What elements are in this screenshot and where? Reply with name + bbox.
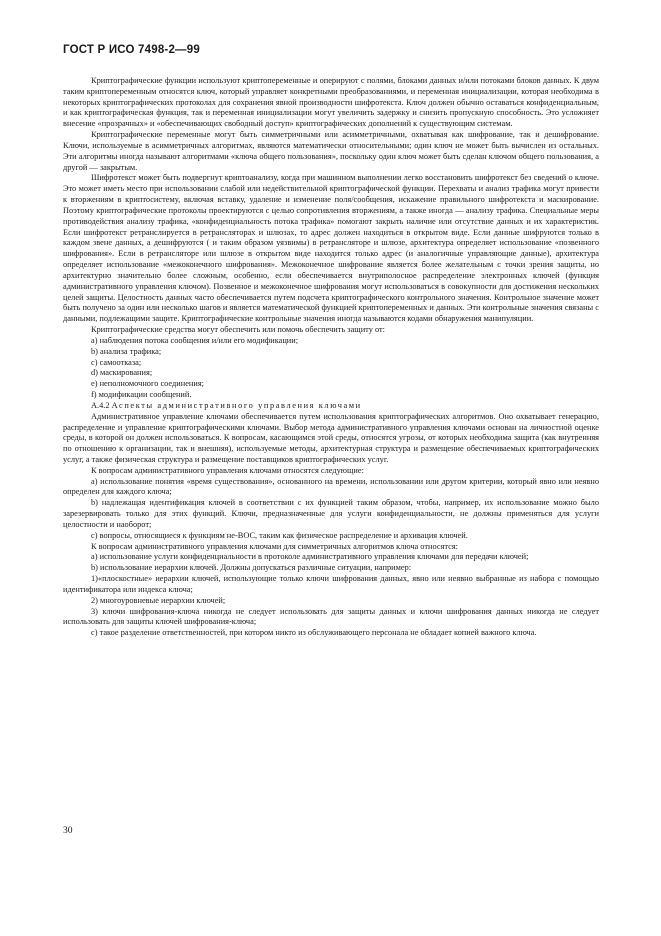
list-item: c) вопросы, относящиеся к функциям не-ВОС, таким как физическое распределение и архивация ключей. bbox=[91, 530, 468, 540]
paragraph: Криптографические функции используют криптопеременные и оперируют с полями, блоками данных и/или потоками блоков данных. К двум таким криптопеременным относятся ключ, который управляет конкретными преобразованиями, и переменная инициализации, которая необходима в некоторых криптографических протоколах для сохранения явной производности шифротекста. Ключ должен обычно оставаться конфиденциальным, и как криптографическая функция, так и переменная инициализации могут увеличить задержку и снизить пропускную способность. Это усложняет внесение «прозрачных» и «обеспечивающих свободный доступ» криптографических дополнений к существующим системам. bbox=[63, 76, 599, 129]
list-item: d) маскирования; bbox=[91, 368, 153, 378]
list-item: a) наблюдения потока сообщения и/или его модификации; bbox=[91, 335, 299, 345]
list-item: c) такое разделение ответственностей, при котором никто из обслуживающего персонала не обладает копией важного ключа. bbox=[91, 628, 537, 638]
list-item: a) использование понятия «время существования», основанного на времени, использовании или другом критерии, который явно или неявно определен для каждого ключа; bbox=[63, 476, 599, 497]
section-number: А.4.2 bbox=[91, 400, 110, 410]
paragraph: Криптографические средства могут обеспечить или помочь обеспечить защиту от: bbox=[91, 325, 385, 335]
list-item: 2) многоуровневые иерархии ключей; bbox=[91, 595, 226, 605]
list-item: 1)«плоскостные» иерархии ключей, использующие только ключи шифрования данных, явно или неявно выбранные из набора с помощью идентификатора или индекса ключа; bbox=[63, 574, 599, 594]
list-item: f) модификации сообщений. bbox=[91, 390, 192, 400]
list-item: 3) ключи шифрования-ключа никогда не следует использовать для защиты данных и ключи шифрования данных никогда не следует использовать для защиты ключей шифрования-ключа; bbox=[63, 606, 599, 627]
paragraph: Административное управление ключами обеспечивается путем использования криптографических алгоритмов. Оно охватывает генерацию, распределение и управление криптографическими ключами. Выбор метода административного управления ключами основан на личностной оценке среды, в которой он должен использоваться. К вопросам, касающимся этой среды, относятся угрозы, от которых необходима защита (как внутренняя по отношению к организации, так и внешняя), используемые методы, архитектурная структура и размещение обеспечиваемых криптографических услуг, а также физическая структура и размещение поставщиков криптографических услуг. bbox=[63, 411, 599, 464]
page-content bbox=[63, 76, 599, 639]
paragraph: К вопросам административного управления ключами относятся следующие: bbox=[91, 465, 364, 475]
list-item: b) использование иерархии ключей. Должны допускаться различные ситуации, например: bbox=[91, 563, 412, 573]
paragraph: Криптографические переменные могут быть симметричными или асимметричными, охватывая как шифрование, так и дешифрование. Ключи, используемые в асимметричных алгоритмах, являются математически относительными; один ключ не может быть вычислен из остальных. Эти алгоритмы иногда называют алгоритмами «ключа общего пользования», поскольку один ключ может быть сделан ключом общего пользования, а другой — закрытым. bbox=[63, 130, 599, 172]
section-heading bbox=[63, 401, 599, 412]
list-item: b) анализа трафика; bbox=[91, 346, 162, 356]
page-number: 30 bbox=[63, 826, 73, 836]
paragraph: К вопросам административного управления ключами для симметричных алгоритмов ключа относятся: bbox=[91, 541, 459, 551]
list-item: c) самоотказа; bbox=[91, 357, 142, 367]
paragraph: Шифротекст может быть подвергнут криптоанализу, когда при машинном выполнении легко восстановить шифротекст без сведений о ключе. Это может иметь место при использовании слабой или недействительной криптографической функции. Перехваты и анализ трафика могут привести к вторжениям в криптосистему, включая вставку, удаление и изменение поля/сообщения, искажение правильного шифротекста и маскирование. Поэтому криптографические протоколы проектируются с целью сопротивления вторжениям, а также иногда — анализу трафика. Специальные меры противодействия анализу трафика, «конфиденциальность потока трафика» помогают закрыть наличие или отсутствие данных и их характеристик. Если шифротекст ретранслируется в ретрансляторах и шлюзах, то адрес должен находиться в открытом виде. Если данные шифруются только в каждом звене данных, а дешифруются ( и таким образом уязвимы) в ретрансляторе и шлюзе, архитектура определяет использование «позвенного шифрования». Если в ретрансляторе или шлюзе в открытом виде находится только адрес (и аналогичные управляющие данные), архитектура определяет использование «межоконечного шифрования». Межоконечное шифрование является более желательным с точки зрения защиты, но архитектурно значительно более сложным, особенно, если обеспечивается внутриполосное распределение электронных ключей (функция административного управления ключом). Позвенное и межоконечное шифрования могут использоваться в совокупности для достижения нескольких целей защиты. Целостность данных часто обеспечивается путем подсчета криптографического контрольного значения. Контрольное значение может быть получено за один или несколько шагов и является математической функцией криптопеременных и данных. Эти контрольные значения связаны с данными, подлежащими защите. Криптографические контрольные значения иногда называются кодами обнаружения манипуляции. bbox=[63, 173, 599, 324]
list-item: a) использование услуги конфиденциальности в протоколе административного управления ключами для передачи ключей; bbox=[91, 552, 529, 562]
standard-header: ГОСТ Р ИСО 7498-2—99 bbox=[63, 44, 200, 56]
section-title: Аспекты административного управления ключами bbox=[111, 400, 362, 410]
list-item: b) надлежащая идентификация ключей в соответствии с их функцией таким образом, чтобы, например, их использование можно было зарезервировать только для этих функций. Ключи, предназначенные для услуги конфиденциальности, не должны применяться для услуги целостности и наоборот; bbox=[63, 498, 599, 529]
list-item: e) неполномочного соединения; bbox=[91, 379, 204, 389]
